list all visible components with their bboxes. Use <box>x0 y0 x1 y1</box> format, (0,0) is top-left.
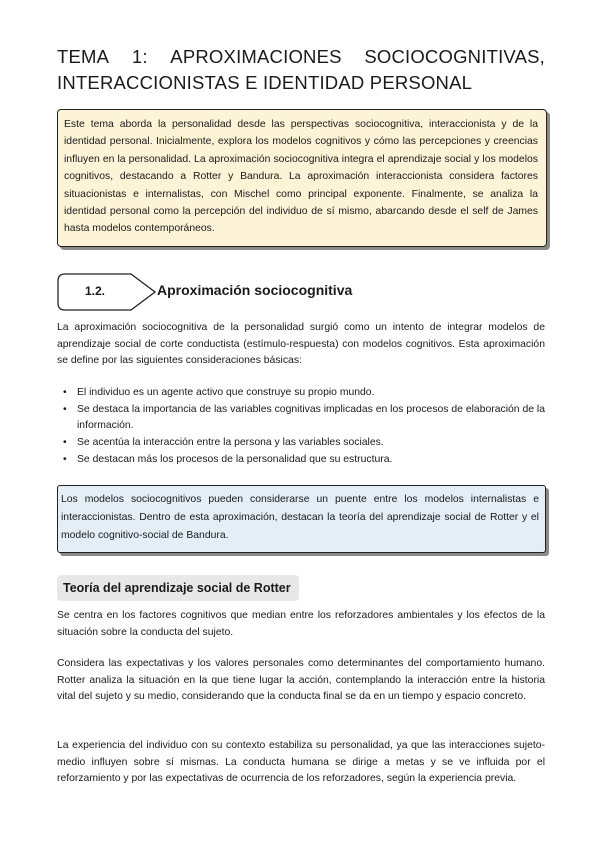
list-item: • El individuo es un agente activo que construye su propio mundo. <box>57 385 545 402</box>
page-title <box>57 44 545 96</box>
section-number: 1.2. <box>85 284 106 298</box>
list-item: • Se destaca la importancia de las variables cognitivas implicadas en los procesos de elaboración de la información. <box>57 402 545 435</box>
subsection-heading: Teoría del aprendizaje social de Rotter <box>57 575 299 601</box>
body-paragraph: Se centra en los factores cognitivos que median entre los reforzadores ambientales y los efectos de la situación sobre la conducta del sujeto. <box>57 610 545 638</box>
title-word: 1: <box>131 46 148 67</box>
title-word: TEMA <box>57 46 110 67</box>
title-word: SOCIOCOGNITIVAS, <box>364 46 545 67</box>
list-item: • Se acentúa la interacción entre la persona y las variables sociales. <box>57 435 545 452</box>
body-paragraph: La experiencia del individuo con su contexto estabiliza su personalidad, ya que las interacciones sujeto-medio influyen sobre sí mismas. La conducta humana se dirige a metas y se ve influida por el reforzamiento y por las expectativas de ocurrencia de los reforzadores, según la experiencia previa. <box>57 740 545 784</box>
title-line-2: INTERACCIONISTAS E IDENTIDAD PERSONAL <box>57 72 473 93</box>
summary-box: Este tema aborda la personalidad desde las perspectivas sociocognitiva, interaccionista y de la identidad personal. Inicialmente, explora los modelos cognitivos y cómo las percepciones y creencias influyen en la personalidad. La aproximación sociocognitiva integra el aprendizaje social y los modelos cognitivos, destacando a Rotter y Bandura. La aproximación interaccionista considera factores situacionistas e internalistas, con Mischel como principal exponente. Finalmente, se analiza la identidad personal como la percepción del individuo de sí mismo, abarcando desde el self de James hasta modelos contemporáneos. <box>57 109 547 247</box>
body-paragraph: Considera las expectativas y los valores personales como determinantes del comportamiento humano. Rotter analiza la situación en la que tiene lugar la acción, contemplando la interacción entre la historia vital del sujeto y su medio, considerando que la conducta final se da en un tiempo y espacio concreto. <box>57 658 545 702</box>
callout-box: Los modelos sociocognitivos pueden considerarse un puente entre los modelos internalistas e interaccionistas. Dentro de esta aproximación, destacan la teoría del aprendizaje social de Rotter y el modelo cognitivo-social de Bandura. <box>57 485 546 553</box>
bullet-list <box>57 385 545 469</box>
section-tab-shape <box>57 273 157 311</box>
title-word: APROXIMACIONES <box>170 46 342 67</box>
section-title: Aproximación sociocognitiva <box>157 282 353 298</box>
intro-paragraph: La aproximación sociocognitiva de la personalidad surgió como un intento de integrar modelos de aprendizaje social de corte conductista (estímulo-respuesta) con modelos cognitivos. Esta aproximación se define por las siguientes consideraciones básicas: <box>57 322 545 366</box>
list-item: • Se destacan más los procesos de la personalidad que su estructura. <box>57 452 545 469</box>
section-heading <box>57 273 545 311</box>
